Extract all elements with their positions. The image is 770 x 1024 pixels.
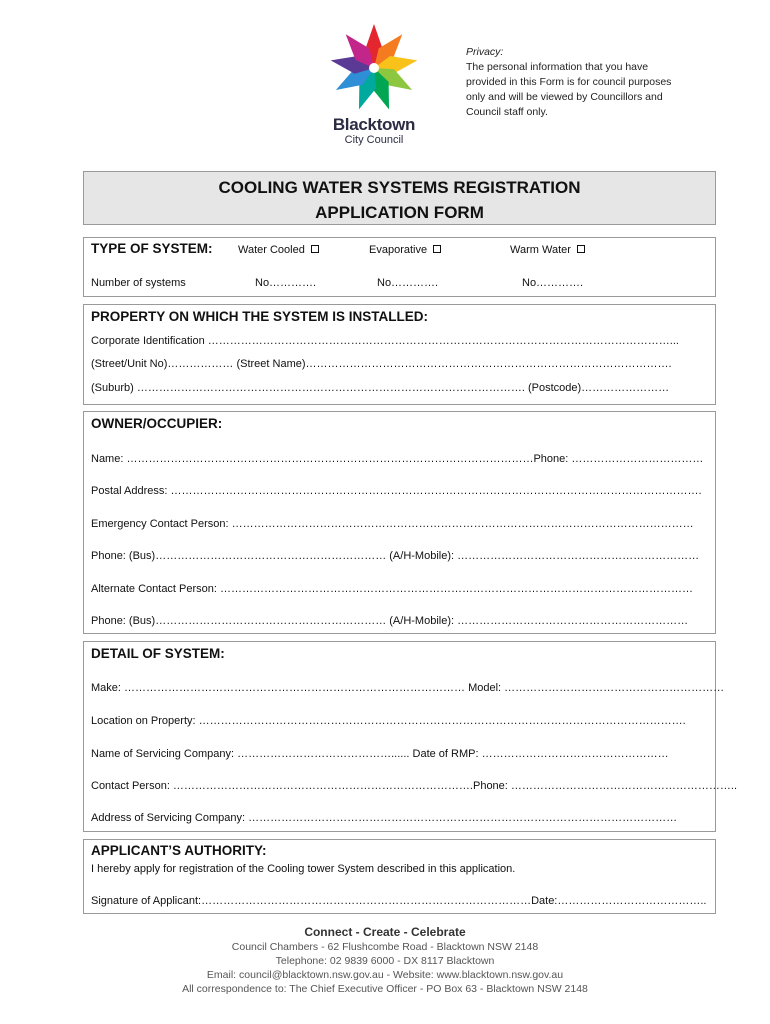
form-title-line1: COOLING WATER SYSTEMS REGISTRATION [218,178,581,197]
privacy-title: Privacy: [466,46,504,58]
owner-name-phone-field[interactable]: Name: …………………………………………………………………………………………………Phone: ……………………………… [91,453,704,465]
owner-section [83,411,716,634]
detail-section [83,641,738,832]
type-of-system-section [83,237,716,297]
option-label: Evaporative [369,244,428,256]
postal-address-field[interactable]: Postal Address: ………………………………………………………………………………………………………………………………. [91,485,702,497]
logo-center [369,63,379,73]
alternate-contact-field[interactable]: Alternate Contact Person: ………………………………………………………………………………………………………………… [91,583,694,595]
alternate-phone-bus-field[interactable]: Phone: (Bus)……………………………………………………… (A/H-Mobile): ……………………………………………………… [91,615,689,627]
authority-heading: APPLICANT’S AUTHORITY: [91,843,267,858]
footer-tagline: Connect - Create - Celebrate [304,925,466,939]
footer [0,924,770,996]
phone-bus-field[interactable]: Phone: (Bus)……………………………………………………… (A/H-Mobile): ………………………………………………………… [91,550,700,562]
suburb-postcode-field[interactable]: (Suburb) ……………………………………………………………………………………………. (Postcode)…………………… [91,382,670,394]
privacy-line: only and will be viewed by Councillors and [466,91,663,103]
form-title [83,171,716,225]
number-field-evaporative[interactable]: No…………. [377,277,439,289]
logo-subtitle: City Council [344,134,404,146]
signature-date-field[interactable]: Signature of Applicant:………………………………………………………………………………Date:………………………………….. [91,895,707,907]
servicing-address-field[interactable]: Address of Servicing Company: ……………………………………………………………………………………………………… [91,812,678,824]
option-label: Water Cooled [238,244,305,256]
make-model-field[interactable]: Make: ………………………………………………………………………………… Model: …………………………………………………… [91,682,725,694]
type-of-system-heading: TYPE OF SYSTEM: [91,241,213,256]
number-field-water-cooled[interactable]: No…………. [255,277,317,289]
council-logo [318,22,430,146]
star-flower-icon [326,22,422,114]
option-label: Warm Water [510,244,571,256]
servicing-company-field[interactable]: Name of Servicing Company: ……………………………………...... Date of RMP: …………………………………………… [91,748,669,760]
property-heading: PROPERTY ON WHICH THE SYSTEM IS INSTALLED: [91,309,429,324]
footer-line: Email: council@blacktown.nsw.gov.au - Website: www.blacktown.nsw.gov.au [206,969,564,981]
authority-statement: I hereby apply for registration of the Cooling tower System described in this application. [91,863,516,875]
property-section [83,304,716,405]
privacy-notice [466,45,716,120]
privacy-line: provided in this Form is for council purposes [466,76,672,88]
owner-heading: OWNER/OCCUPIER: [91,416,223,431]
location-field[interactable]: Location on Property: ……………………………………………………………………………………………………………………. [91,715,686,727]
footer-line: Telephone: 02 9839 6000 - DX 8117 Blacktown [275,955,495,967]
corporate-id-field[interactable]: Corporate Identification ………………………………………………………………………………………………………………... [91,335,679,347]
footer-line: Council Chambers - 62 Flushcombe Road - Blacktown NSW 2148 [231,941,539,953]
checkbox-evaporative[interactable] [433,245,441,253]
authority-section [83,839,716,914]
logo-name: Blacktown [332,115,416,134]
checkbox-water-cooled[interactable] [311,245,319,253]
emergency-contact-field[interactable]: Emergency Contact Person: ……………………………………………………………………………………………………………… [91,518,694,530]
number-of-systems-label: Number of systems [91,277,186,289]
checkbox-warm-water[interactable] [577,245,585,253]
option-water-cooled[interactable] [238,244,319,256]
footer-line: All correspondence to: The Chief Executive Officer - PO Box 63 - Blacktown NSW 2148 [182,983,588,995]
privacy-line: The personal information that you have [466,61,649,73]
detail-heading: DETAIL OF SYSTEM: [91,646,225,661]
contact-person-field[interactable]: Contact Person: ……………………………………………………………………….Phone: …………………………………………………….. [91,780,738,792]
option-warm-water[interactable] [510,244,585,256]
form-title-line2: APPLICATION FORM [315,203,484,222]
number-field-warm-water[interactable]: No…………. [522,277,584,289]
option-evaporative[interactable] [369,244,441,256]
street-field[interactable]: (Street/Unit No)……………… (Street Name)………………………………………………………………………………………. [91,358,672,370]
privacy-line: Council staff only. [466,106,548,118]
